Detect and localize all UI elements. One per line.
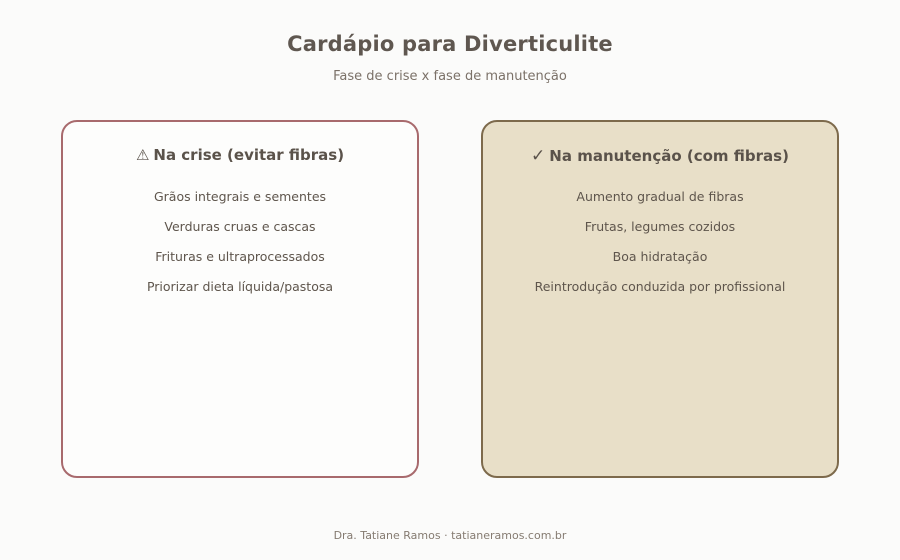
check-icon: ✓ bbox=[531, 146, 546, 166]
maintenance-card bbox=[481, 120, 839, 478]
list-item: Reintrodução conduzida por profissional bbox=[534, 279, 786, 294]
crisis-card bbox=[61, 120, 419, 478]
footer-credit: Dra. Tatiane Ramos · tatianeramos.com.br bbox=[333, 529, 567, 542]
list-item: Frutas, legumes cozidos bbox=[584, 219, 736, 234]
list-item: Priorizar dieta líquida/pastosa bbox=[146, 279, 334, 294]
maintenance-heading: Na manutenção (com fibras) bbox=[549, 147, 789, 165]
warning-icon: ⚠ bbox=[135, 146, 150, 164]
list-item: Verduras cruas e cascas bbox=[164, 219, 316, 234]
list-item: Aumento gradual de fibras bbox=[576, 189, 744, 204]
crisis-card-header bbox=[63, 146, 417, 164]
crisis-heading: Na crise (evitar fibras) bbox=[153, 146, 345, 164]
crisis-list bbox=[63, 188, 417, 308]
list-item: Frituras e ultraprocessados bbox=[155, 249, 325, 264]
list-item: Grãos integrais e sementes bbox=[153, 189, 327, 204]
maintenance-card-header bbox=[483, 146, 837, 166]
page-subtitle: Fase de crise x fase de manutenção bbox=[333, 69, 567, 84]
maintenance-list bbox=[483, 188, 837, 308]
page-title: Cardápio para Diverticulite bbox=[287, 32, 613, 56]
list-item: Boa hidratação bbox=[612, 249, 708, 264]
